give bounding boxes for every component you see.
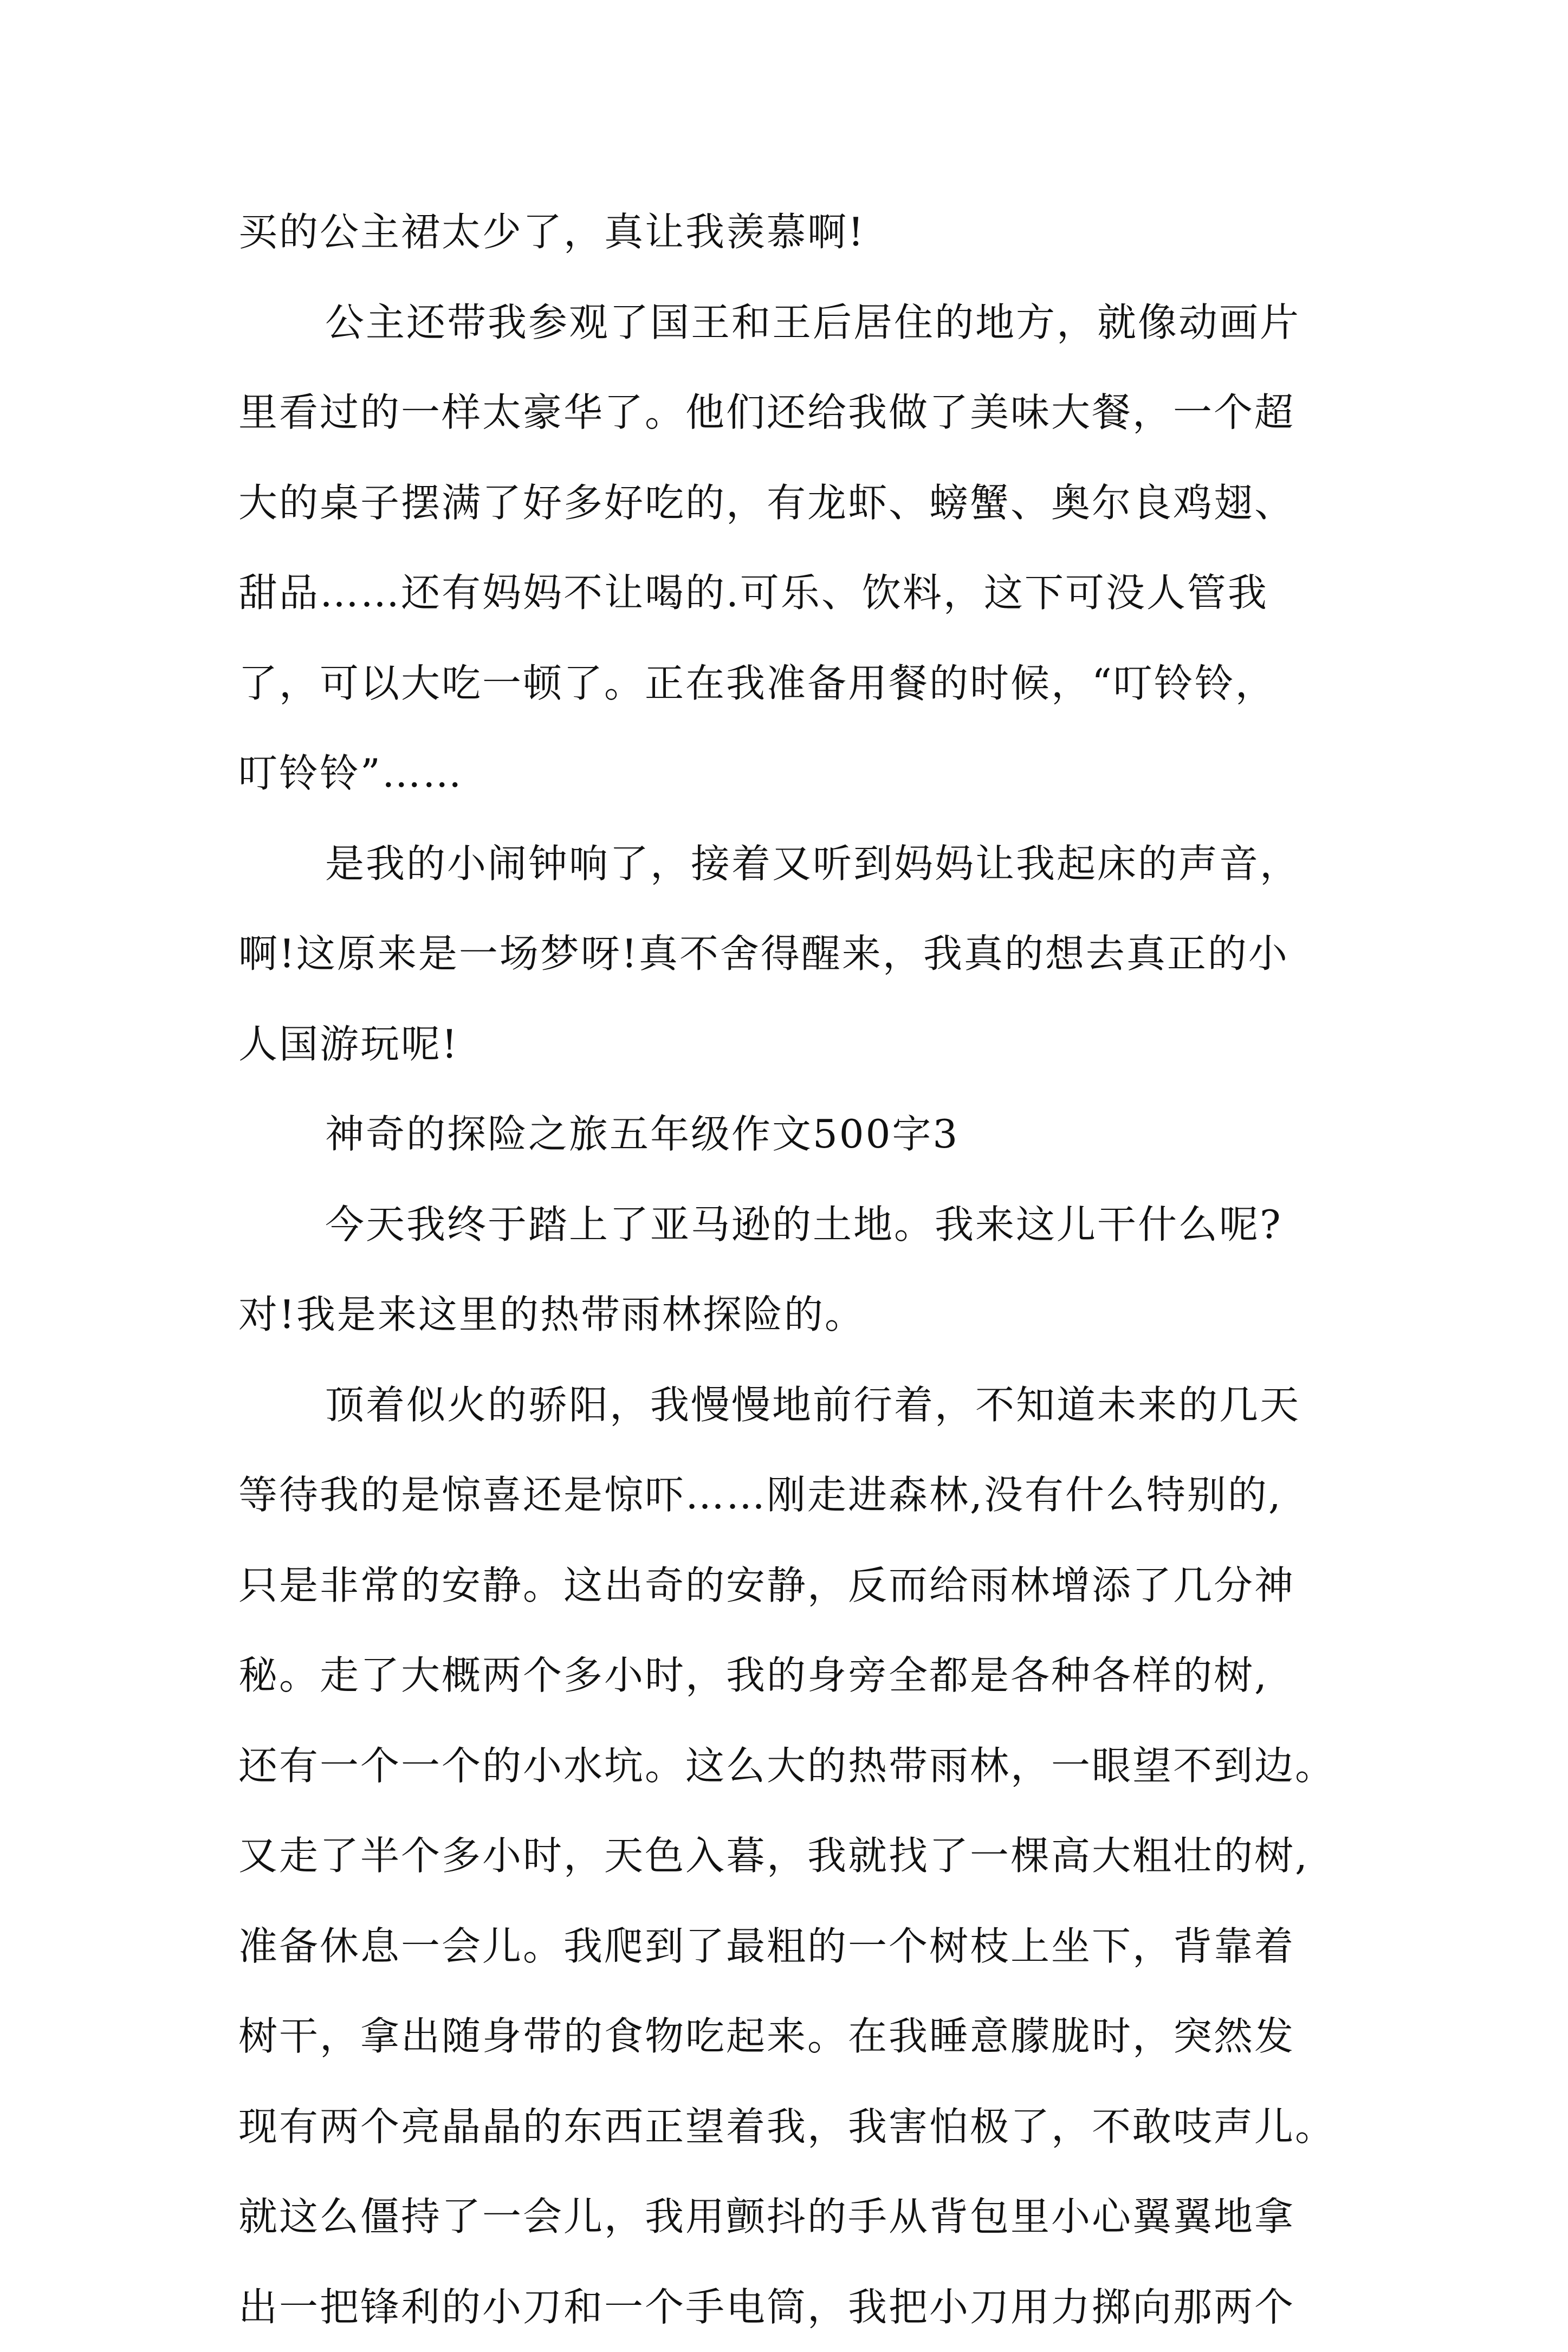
text-line: 叮铃铃”…… [238, 728, 1344, 819]
text-line: 是我的小闹钟响了，接着又听到妈妈让我起床的声音， [238, 819, 1344, 909]
text-line: 秘。走了大概两个多小时，我的身旁全都是各种各样的树, [238, 1630, 1344, 1721]
text-line: 只是非常的安静。这出奇的安静，反而给雨林增添了几分神 [238, 1540, 1344, 1631]
text-line: 神奇的探险之旅五年级作文500字3 [238, 1089, 1344, 1180]
text-line: 准备休息一会儿。我爬到了最粗的一个树枝上坐下，背靠着 [238, 1901, 1344, 1992]
text-line: 出一把锋利的小刀和一个手电筒，我把小刀用力掷向那两个 [238, 2262, 1344, 2352]
text-line: 里看过的一样太豪华了。他们还给我做了美味大餐，一个超 [238, 367, 1344, 458]
text-line: 等待我的是惊喜还是惊吓……刚走进森林,没有什么特别的, [238, 1450, 1344, 1540]
text-line: 对!我是来这里的热带雨林探险的。 [238, 1269, 1344, 1360]
text-line: 人国游玩呢! [238, 999, 1344, 1090]
paragraph-continuation [238, 187, 1344, 277]
text-line: 大的桌子摆满了好多好吃的，有龙虾、螃蟹、奥尔良鸡翅、 [238, 458, 1344, 548]
paragraph-rainforest-journey [238, 1360, 1344, 2352]
text-line: 就这么僵持了一会儿，我用颤抖的手从背包里小心翼翼地拿 [238, 2172, 1344, 2262]
paragraph-amazon-arrival [238, 1180, 1344, 1360]
text-line: 啊!这原来是一场梦呀!真不舍得醒来，我真的想去真正的小 [238, 909, 1344, 999]
paragraph-palace-tour [238, 277, 1344, 819]
text-line: 今天我终于踏上了亚马逊的土地。我来这儿干什么呢? [238, 1180, 1344, 1270]
paragraph-alarm-clock [238, 819, 1344, 1090]
text-line: 甜品……还有妈妈不让喝的.可乐、饮料，这下可没人管我 [238, 548, 1344, 638]
text-line: 树干，拿出随身带的食物吃起来。在我睡意朦胧时，突然发 [238, 1991, 1344, 2082]
document-body [238, 187, 1344, 2352]
text-line: 顶着似火的骄阳，我慢慢地前行着，不知道未来的几天 [238, 1360, 1344, 1450]
essay-heading [238, 1089, 1344, 1180]
text-line: 公主还带我参观了国王和王后居住的地方，就像动画片 [238, 277, 1344, 368]
text-line: 还有一个一个的小水坑。这么大的热带雨林，一眼望不到边。 [238, 1721, 1344, 1811]
text-line: 了，可以大吃一顿了。正在我准备用餐的时候，“叮铃铃， [238, 638, 1344, 729]
text-line: 又走了半个多小时，天色入暮，我就找了一棵高大粗壮的树, [238, 1811, 1344, 1901]
text-line: 现有两个亮晶晶的东西正望着我，我害怕极了，不敢吱声儿。 [238, 2082, 1344, 2172]
text-line: 买的公主裙太少了，真让我羡慕啊! [238, 187, 1344, 277]
